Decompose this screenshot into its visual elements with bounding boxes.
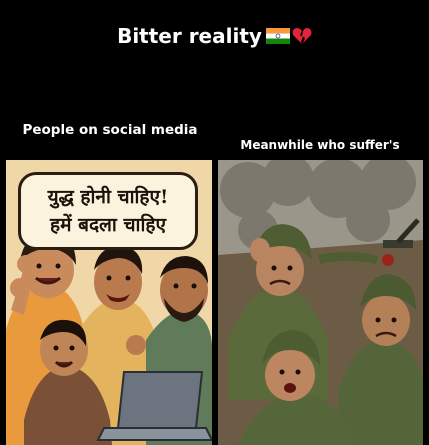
broken-heart-icon [292, 27, 312, 45]
title-text: Bitter reality [117, 24, 262, 48]
raised-fist [10, 278, 30, 298]
right-caption: Meanwhile who suffer's [240, 138, 400, 152]
left-comic-panel [6, 160, 212, 445]
speech-line-1: युद्ध होनी चाहिए! [47, 186, 169, 208]
left-caption: People on social media [22, 122, 198, 138]
wounded-soldiers-illustration [218, 160, 423, 445]
india-flag-icon [266, 28, 290, 44]
right-comic-panel [218, 160, 423, 445]
speech-line-2: हमें बदला चाहिए [50, 214, 166, 236]
blood-splatter [382, 254, 394, 266]
raised-fist [126, 335, 146, 355]
meme-title [0, 24, 429, 48]
speech-bubble [18, 172, 198, 250]
